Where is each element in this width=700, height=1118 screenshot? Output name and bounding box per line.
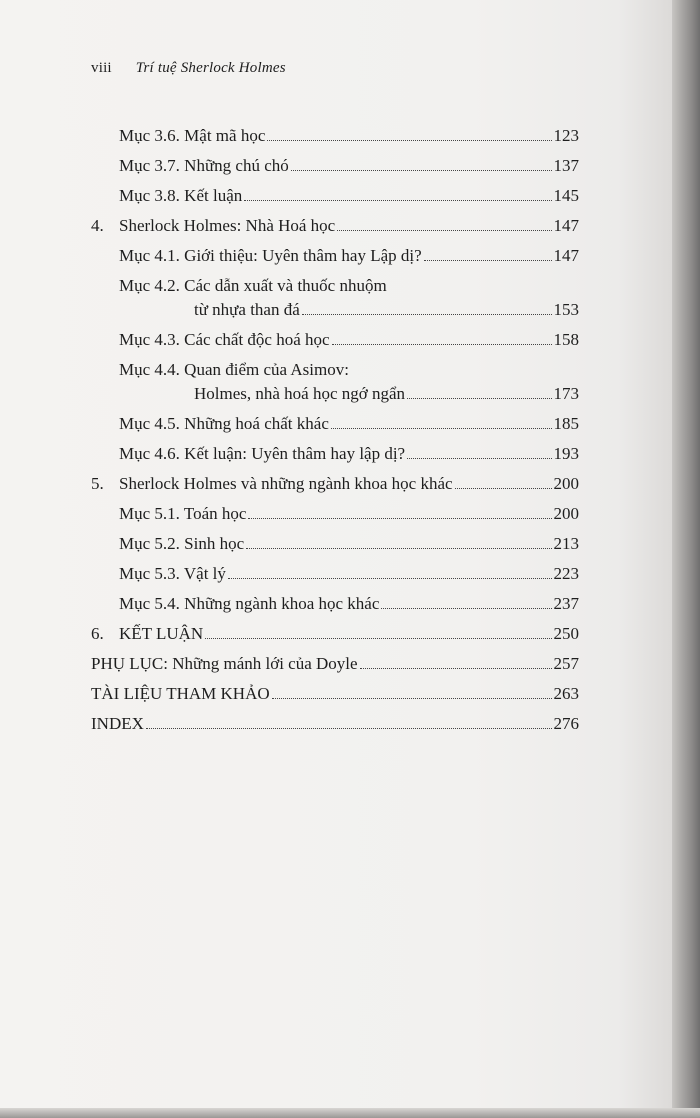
toc-prefix: Mục 3.6.	[119, 126, 180, 145]
toc-chapter	[91, 464, 579, 494]
toc-title: Sherlock Holmes và những ngành khoa học khác	[119, 474, 453, 493]
dot-leader	[424, 259, 552, 261]
toc-title: Những chú chó	[184, 156, 289, 175]
toc-title: PHỤ LỤC: Những mánh lới của Doyle	[91, 654, 358, 673]
toc-page: 185	[553, 414, 579, 433]
toc-page: 263	[553, 684, 579, 703]
toc-title: Mật mã học	[184, 126, 266, 145]
toc-title: Sinh học	[184, 534, 245, 553]
dot-leader	[205, 637, 551, 639]
toc-entry	[91, 236, 579, 266]
toc-chapter	[91, 614, 579, 644]
toc-page: 237	[553, 594, 579, 613]
toc-title: INDEX	[91, 714, 144, 733]
toc-entry	[91, 350, 579, 404]
toc-page: 158	[553, 330, 579, 349]
dot-leader	[360, 667, 552, 669]
toc-prefix: Mục 4.6.	[119, 444, 180, 463]
toc-title-line2: Holmes, nhà hoá học ngớ ngẩn	[194, 384, 406, 403]
toc-page: 145	[553, 186, 579, 205]
toc-page: 193	[553, 444, 579, 463]
dot-leader	[407, 397, 551, 399]
toc-entry	[91, 434, 579, 464]
toc-prefix: Mục 5.2.	[119, 534, 180, 553]
toc-entry	[91, 404, 579, 434]
toc-title: TÀI LIỆU THAM KHẢO	[91, 684, 270, 703]
toc-prefix: Mục 3.8.	[119, 186, 180, 205]
toc-prefix: Mục 3.7.	[119, 156, 180, 175]
toc-page: 123	[553, 126, 579, 145]
toc-appendix	[91, 644, 579, 674]
dot-leader	[272, 697, 552, 699]
dot-leader	[407, 457, 551, 459]
toc-title: Các dẫn xuất và thuốc nhuộm	[184, 276, 387, 295]
book-title: Trí tuệ Sherlock Holmes	[135, 60, 286, 76]
toc-page: 223	[553, 564, 579, 583]
toc-prefix: 6.	[91, 624, 104, 643]
toc-entry	[91, 554, 579, 584]
toc-prefix: Mục 5.1.	[119, 504, 180, 523]
dot-leader	[291, 169, 552, 171]
table-of-contents	[91, 116, 579, 734]
toc-title-line2: từ nhựa than đá	[194, 300, 300, 319]
toc-prefix: Mục 4.2.	[119, 276, 180, 295]
dot-leader	[267, 139, 551, 141]
toc-page: 257	[553, 654, 579, 673]
toc-title: Giới thiệu: Uyên thâm hay Lập dị?	[184, 246, 422, 265]
toc-entry	[91, 116, 579, 146]
toc-references	[91, 674, 579, 704]
toc-prefix: 5.	[91, 474, 104, 493]
toc-prefix: Mục 4.1.	[119, 246, 180, 265]
dot-leader	[455, 487, 552, 489]
toc-index	[91, 704, 579, 734]
dot-leader	[228, 577, 552, 579]
toc-entry	[91, 584, 579, 614]
toc-page: 137	[553, 156, 579, 175]
toc-title: Sherlock Holmes: Nhà Hoá học	[119, 216, 336, 235]
toc-title: Vật lý	[183, 564, 226, 583]
toc-entry	[91, 176, 579, 206]
dot-leader	[337, 229, 551, 231]
toc-prefix: Mục 4.5.	[119, 414, 180, 433]
running-header	[91, 60, 286, 77]
toc-title: Những hoá chất khác	[184, 414, 329, 433]
toc-title: KẾT LUẬN	[119, 624, 204, 643]
dot-leader	[248, 517, 551, 519]
dot-leader	[331, 427, 552, 429]
toc-page: 276	[553, 714, 579, 733]
toc-chapter	[91, 206, 579, 236]
toc-prefix: Mục 5.3.	[119, 564, 180, 583]
dot-leader	[332, 343, 552, 345]
toc-page: 200	[553, 474, 579, 493]
dot-leader	[146, 727, 552, 729]
toc-prefix: Mục 4.4.	[119, 360, 180, 379]
toc-title: Các chất độc hoá học	[184, 330, 330, 349]
toc-page: 200	[553, 504, 579, 523]
toc-page: 173	[553, 384, 579, 403]
toc-page: 250	[553, 624, 579, 643]
toc-entry	[91, 146, 579, 176]
page-number: viii	[91, 60, 112, 76]
toc-entry	[91, 524, 579, 554]
page-edge-shadow	[672, 0, 700, 1118]
dot-leader	[244, 199, 551, 201]
toc-title: Những ngành khoa học khác	[184, 594, 380, 613]
toc-title: Quan điểm của Asimov:	[184, 360, 349, 379]
toc-entry	[91, 494, 579, 524]
dot-leader	[302, 313, 552, 315]
toc-entry	[91, 320, 579, 350]
dot-leader	[246, 547, 551, 549]
toc-prefix: Mục 5.4.	[119, 594, 180, 613]
toc-prefix: 4.	[91, 216, 104, 235]
toc-entry	[91, 266, 579, 320]
toc-title: Kết luận: Uyên thâm hay lập dị?	[184, 444, 406, 463]
toc-page: 147	[553, 246, 579, 265]
toc-page: 213	[553, 534, 579, 553]
dot-leader	[381, 607, 551, 609]
toc-prefix: Mục 4.3.	[119, 330, 180, 349]
toc-title: Toán học	[183, 504, 247, 523]
toc-title: Kết luận	[184, 186, 243, 205]
toc-page: 153	[553, 300, 579, 319]
page-bottom-edge	[0, 1108, 700, 1118]
toc-page: 147	[553, 216, 579, 235]
